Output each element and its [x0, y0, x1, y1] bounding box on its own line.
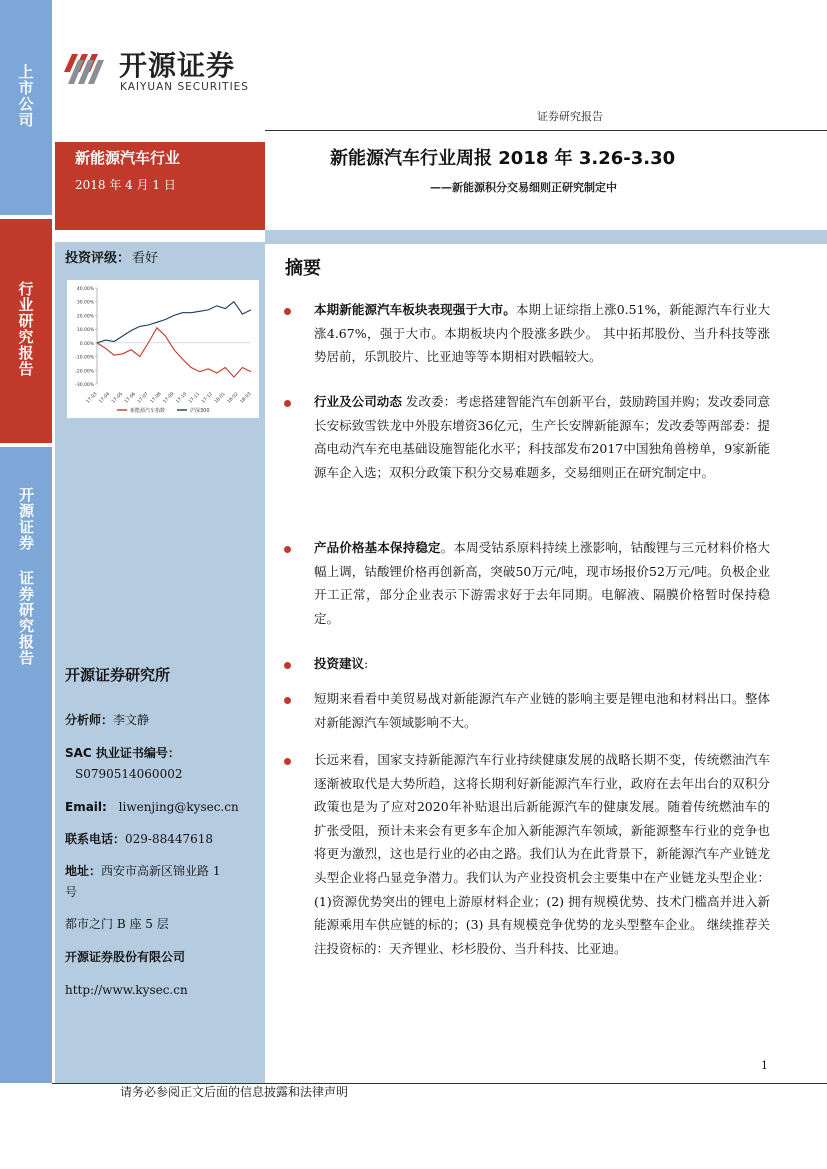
x-tick-label: 18-01 — [213, 391, 227, 405]
y-tick-label: -20.00% — [75, 369, 94, 375]
analyst-label: 分析师： — [65, 713, 114, 727]
sac-number: S0790514060002 — [75, 767, 183, 781]
report-type: 证券研究报告 — [537, 110, 603, 123]
x-tick-label: 17-11 — [188, 391, 202, 405]
strip-label-kaiyuan: 开源证券 证券研究报告 — [17, 487, 35, 666]
x-tick-label: 18-03 — [239, 391, 253, 405]
address-part-1: 西安市高新区锦业路 1 — [101, 864, 221, 878]
page-number: 1 — [761, 1059, 768, 1072]
x-tick-label: 17-06 — [124, 391, 137, 405]
summary-paragraph-3: 产品价格基本保持稳定。本周受钴系原料持续上涨影响，钴酸锂与三元材料价格大幅上调，钴酸锂价格再创新高，突破50万元/吨，现市场报价52万元/吨。负极企业开工正常，部分企业表示下游需求好于去年同期。电解液、隔膜价格暂时保持稳定。 — [314, 540, 770, 626]
brand-name-cn: 开源证券 — [119, 49, 236, 82]
analyst-name: 李文静 — [113, 713, 150, 727]
summary-paragraph-5: 短期来看看中美贸易战对新能源汽车产业链的影响主要是锂电池和材料出口。整体对新能源汽车领域影响不大。 — [314, 691, 770, 730]
rating-label: 投资评级： — [65, 251, 131, 266]
x-tick-label: 17-09 — [162, 391, 176, 405]
x-tick-label: 17-04 — [98, 391, 112, 405]
strip-label-industry: 行业研究报告 — [16, 281, 35, 377]
strip-label-listed: 上市公司 — [16, 64, 35, 128]
strip-segment-listed — [0, 0, 52, 215]
phone-number: 029-88447618 — [125, 832, 214, 846]
address-part-2: 号 — [65, 885, 78, 899]
bullet-icon — [284, 308, 291, 315]
legend-label: 新能源汽车指数 — [130, 407, 166, 414]
y-tick-label: 20.00% — [76, 314, 94, 320]
sac-label: SAC 执业证书编号： — [65, 746, 180, 760]
x-tick-label: 17-12 — [201, 391, 214, 405]
strip-segment-industry — [0, 219, 52, 443]
report-date: 2018 年 4 月 1 日 — [75, 178, 176, 192]
series-line-1 — [97, 328, 251, 377]
website-link[interactable]: http://www.kysec.cn — [65, 983, 188, 997]
side-strip — [0, 0, 52, 1083]
address-line — [65, 862, 220, 880]
index-performance-chart — [67, 280, 259, 418]
email-line — [65, 798, 239, 816]
report-subtitle: ——新能源积分交易细则正研究制定中 — [430, 181, 617, 194]
legend-label: 沪深300 — [190, 407, 210, 414]
institute-name: 开源证券研究所 — [65, 666, 171, 684]
y-tick-label: 40.00% — [76, 287, 94, 292]
x-tick-label: 17-03 — [85, 391, 99, 405]
summary-paragraph-1: 本期新能源汽车板块表现强于大市。本期上证综指上涨0.51%，新能源汽车行业大涨4.67%，强于大市。本期板块内个股涨多跌少。 其中拓邦股份、当升科技等涨势居前，乐凯胶片、比亚迪等等本期相对跌幅较大。 — [314, 302, 770, 365]
email-link[interactable]: liwenjing@kysec.cn — [118, 800, 239, 814]
strip-segment-kaiyuan — [0, 447, 52, 1083]
summary-paragraph-4: 投资建议: — [314, 656, 369, 671]
summary-paragraph-6: 长远来看，国家支持新能源汽车行业持续健康发展的战略长期不变，传统燃油汽车逐渐被取代是大势所趋，这将长期利好新能源汽车行业，政府在去年出台的双积分政策也是为了应对2020年补贴退出后新能源汽车的健康发展。随着传统燃油车的扩张受阻，预计未来会有更多车企加入新能源汽车领域，新能源整车行业的竞争也将更为激烈，这也是行业的必由之路。我们认为在此背景下，新能源汽车产业链龙头型企业将凸显竞争潜力。我们认为产业投资机会主要集中在产业链龙头型企业：(1)资源优势突出的锂电上游原材料企业；(2) 拥有规模优势、技术门槛高并进入新能源乘用车供应链的标的；(3) 具有规模竞争优势的龙头型整车企业。 继续推荐关注投资标的：天齐锂业、杉杉股份、当升科技、比亚迪。 — [314, 752, 770, 956]
chart-svg — [67, 280, 259, 418]
y-tick-label: -10.00% — [75, 355, 94, 361]
bullet-icon — [284, 697, 291, 704]
phone-line — [65, 830, 213, 848]
y-tick-label: -30.00% — [75, 383, 94, 388]
summary-heading: 摘要 — [285, 258, 321, 279]
y-tick-label: 0.00% — [79, 341, 94, 347]
email-label: Email: — [65, 800, 107, 814]
x-tick-label: 17-10 — [175, 391, 189, 405]
y-tick-label: 30.00% — [76, 300, 94, 306]
phone-label: 联系电话： — [65, 832, 126, 846]
y-tick-label: 10.00% — [76, 328, 94, 334]
sector-name: 新能源汽车行业 — [75, 149, 181, 167]
header-rule — [265, 130, 827, 131]
address-part-3: 都市之门 B 座 5 层 — [65, 917, 169, 931]
summary-paragraph-2: 行业及公司动态 发改委：考虑搭建智能汽车创新平台，鼓励跨国并购；发改委同意长安标致雪铁龙中外股东增资36亿元，生产长安牌新能源车；发改委等两部委：提高电动汽车充电基础设施智能化水平；科技部发布2017中国独角兽榜单，9家新能源车企入选；双积分政策下积分交易难题多，交易细则正在研究制定中。 — [314, 394, 770, 480]
company-name: 开源证券股份有限公司 — [65, 950, 186, 964]
header-band — [265, 230, 827, 244]
bullet-icon — [284, 400, 291, 407]
analyst-line — [65, 711, 149, 729]
x-tick-label: 17-07 — [136, 391, 150, 405]
x-tick-label: 17-08 — [149, 391, 163, 405]
bullet-icon — [284, 662, 291, 669]
rating-value: 看好 — [132, 251, 159, 266]
x-tick-label: 17-05 — [111, 391, 125, 405]
bullet-icon — [284, 758, 291, 765]
bullet-icon — [284, 546, 291, 553]
report-title: 新能源汽车行业周报 2018 年 3.26-3.30 — [330, 148, 676, 169]
address-label: 地址： — [65, 864, 102, 878]
series-line-2 — [97, 302, 251, 343]
brand-name-en: KAIYUAN SECURITIES — [120, 81, 249, 93]
footer-disclaimer: 请务必参阅正文后面的信息披露和法律声明 — [120, 1085, 349, 1099]
x-tick-label: 18-02 — [226, 391, 240, 405]
